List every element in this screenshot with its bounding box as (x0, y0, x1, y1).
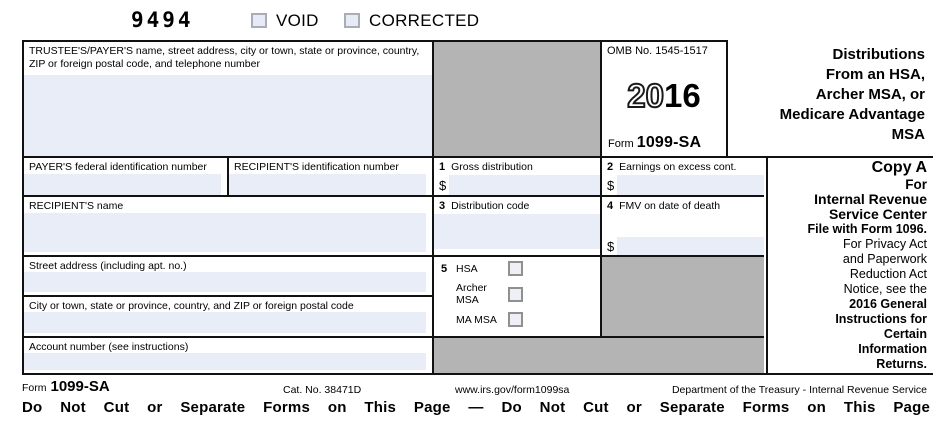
tax-year (602, 76, 726, 114)
form-title-line: Medicare Advantage (779, 106, 925, 123)
street-address-box (24, 257, 434, 297)
void-checkbox[interactable] (251, 13, 267, 28)
general-instructions-line: Returns. (876, 357, 927, 371)
form-title (726, 45, 928, 145)
form-title-line: Archer MSA, or (815, 86, 925, 103)
tax-year-suffix: 16 (664, 76, 701, 114)
box1-dollar-sign: $ (439, 177, 447, 193)
box4-amount-input[interactable] (617, 237, 764, 255)
box1-gross-distribution (434, 158, 602, 197)
box2-label (602, 158, 764, 174)
form-title-line: MSA (891, 126, 925, 143)
hsa-label: HSA (456, 262, 478, 275)
box4-label (602, 197, 764, 213)
shaded-area-middle (602, 257, 764, 338)
payer-id-input[interactable] (24, 174, 221, 195)
ma-msa-label: MA MSA (456, 313, 497, 326)
privacy-notice-line: Reduction Act (849, 267, 927, 281)
copy-a-recipient-line: Service Center (828, 206, 927, 222)
footer-form-word: Form (22, 382, 47, 394)
box5-number: 5 (441, 262, 448, 275)
box4-label-text: FMV on date of death (619, 200, 721, 212)
account-number-label: Account number (see instructions) (29, 341, 189, 353)
box3-distribution-code (434, 197, 602, 257)
box1-label (434, 158, 600, 174)
recipient-id-box (229, 158, 434, 197)
copy-a-designation: Copy A (871, 159, 927, 176)
box2-amount-row (602, 175, 764, 195)
print-code: 9494 (131, 8, 194, 32)
box2-dollar-sign: $ (607, 177, 615, 193)
recipient-name-input[interactable] (24, 213, 426, 252)
box3-number: 3 (439, 200, 446, 212)
payer-id-label: PAYER'S federal identification number (29, 161, 207, 173)
box5-hsa-row (434, 261, 600, 276)
department-label: Department of the Treasury - Internal Revenue Service (671, 384, 927, 396)
street-address-input[interactable] (24, 272, 426, 292)
general-instructions-line: Instructions for (835, 312, 927, 326)
city-input[interactable] (24, 312, 426, 333)
box3-label-text: Distribution code (451, 200, 530, 212)
general-instructions-line: Certain (883, 327, 927, 341)
archer-msa-checkbox[interactable] (508, 287, 523, 302)
box2-amount-input[interactable] (617, 175, 764, 195)
copy-a-for: For (905, 177, 927, 192)
corrected-label: CORRECTED (369, 11, 480, 30)
copy-a-file-instruction: File with Form 1096. (807, 222, 927, 236)
void-label: VOID (276, 11, 319, 30)
corrected-checkbox[interactable] (344, 13, 360, 28)
trustee-payer-box (24, 42, 434, 156)
copy-a-recipient-line: Internal Revenue (814, 191, 927, 207)
shaded-area-bottom (434, 338, 764, 373)
form-number: 1099-SA (636, 134, 702, 151)
box1-number: 1 (439, 161, 446, 173)
shaded-area-top (434, 42, 602, 156)
street-address-label: Street address (including apt. no.) (29, 260, 187, 272)
general-instructions-line: 2016 General (849, 297, 927, 311)
footer-form-number-text: 1099-SA (50, 378, 110, 395)
box3-code-input[interactable] (434, 214, 600, 249)
city-label: City or town, state or province, country, and ZIP or foreign postal code (29, 300, 354, 312)
recipient-name-label: RECIPIENT'S name (29, 200, 124, 212)
box2-number: 2 (607, 161, 614, 173)
cut-warning: Do Not Cut or Separate Forms on This Page — Do Not Cut or Separate Forms on This Page (22, 399, 930, 416)
privacy-notice-line: Notice, see the (843, 282, 927, 296)
privacy-notice-line: and Paperwork (842, 252, 927, 266)
recipient-id-label: RECIPIENT'S identification number (234, 161, 399, 173)
box1-amount-row (434, 175, 600, 195)
box1-amount-input[interactable] (449, 175, 600, 195)
recipient-name-box (24, 197, 434, 257)
omb-number: OMB No. 1545-1517 (607, 45, 708, 57)
box3-label (434, 197, 600, 213)
box5-archer-row (434, 282, 600, 306)
box5-ma-row (434, 312, 600, 327)
general-instructions-line: Information (858, 342, 927, 356)
box4-amount-row (602, 237, 764, 255)
box2-earnings-excess (602, 158, 764, 197)
box5-account-type (434, 257, 602, 338)
form-title-line: Distributions (832, 46, 925, 63)
trustee-payer-input[interactable] (24, 75, 432, 156)
box4-dollar-sign: $ (607, 238, 615, 254)
box4-number: 4 (607, 200, 614, 212)
form-main-grid (22, 156, 766, 375)
box4-fmv-date-of-death (602, 197, 764, 257)
tax-year-prefix: 20 (627, 76, 664, 114)
irs-url: www.irs.gov/form1099sa (455, 384, 570, 396)
ma-msa-checkbox[interactable] (508, 312, 523, 327)
privacy-notice-line: For Privacy Act (842, 237, 927, 251)
trustee-payer-label: TRUSTEE'S/PAYER'S name, street address, city or town, state or province, country, ZIP or foreign postal code, and telephone number (29, 45, 420, 70)
hsa-checkbox[interactable] (508, 261, 523, 276)
payer-id-box (24, 158, 229, 197)
account-number-input[interactable] (24, 353, 426, 370)
catalog-number: Cat. No. 38471D (283, 384, 362, 396)
box1-label-text: Gross distribution (451, 161, 533, 173)
form-title-line: From an HSA, (825, 66, 925, 83)
copy-a-column (766, 156, 933, 375)
form-number-box (602, 134, 726, 156)
archer-msa-label: Archer MSA (456, 282, 487, 306)
form-top-row (22, 40, 728, 158)
recipient-id-input[interactable] (229, 174, 426, 195)
box2-label-text: Earnings on excess cont. (619, 161, 737, 173)
city-box (24, 297, 434, 338)
footer-form-number (22, 378, 110, 395)
account-number-box (24, 338, 434, 373)
omb-year-box (602, 42, 726, 156)
form-word: Form (608, 138, 634, 150)
